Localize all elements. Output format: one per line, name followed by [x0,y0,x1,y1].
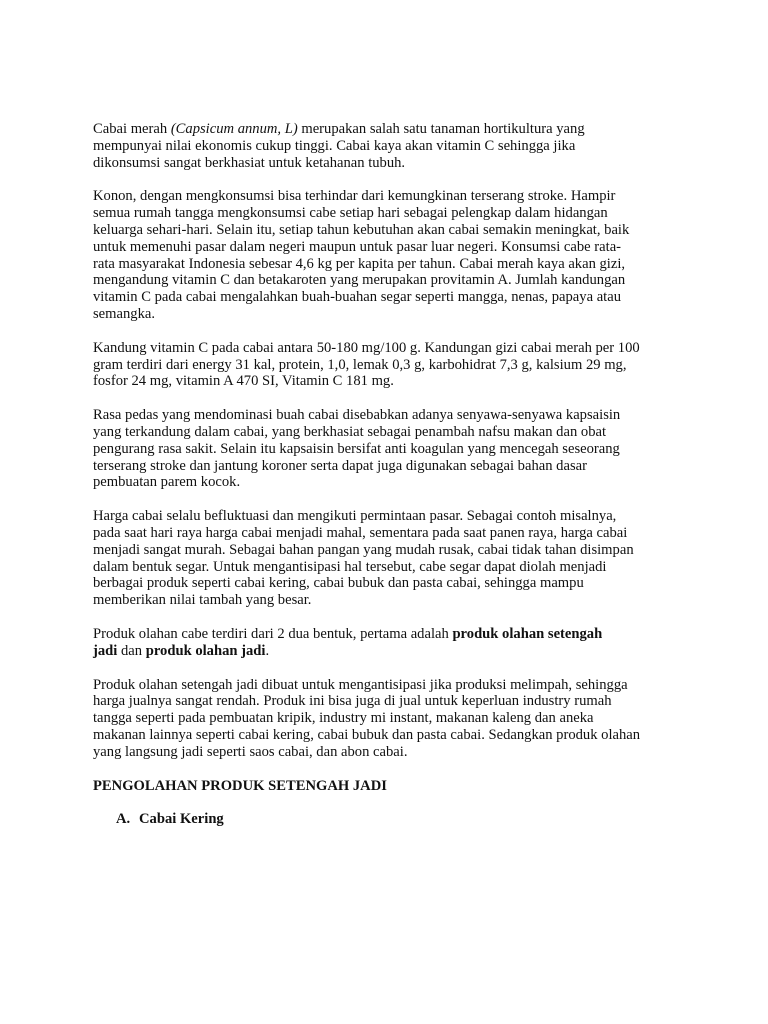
bold-term: produk olahan setengah [452,625,603,642]
text-line: vitamin C pada cabai mengalahkan buah-buahan segar seperti mangga, nenas, papaya atau [93,289,621,306]
subsection-title: Cabai Kering [139,811,224,828]
text-line: tangga seperti pada pembuatan kripik, industry mi instant, makanan kaleng dan aneka [93,710,594,727]
text-line: Konon, dengan mengkonsumsi bisa terhindar dari kemungkinan terserang stroke. Hampir [93,188,616,205]
text-line: dikonsumsi sangat berkhasiat untuk ketahanan tubuh. [93,154,406,171]
document-page [93,121,693,828]
text-run: merupakan salah satu tanaman hortikultura yang [297,121,585,137]
list-marker: A. [116,811,131,828]
text-line: mempunyai nilai ekonomis cukup tinggi. Cabai kaya akan vitamin C sehingga jika [93,137,576,154]
text-line: pembuatan parem kocok. [93,474,241,491]
text-line: makanan lainnya seperti cabai kering, cabai bubuk dan pasta cabai. Sedangkan produk olahan [93,726,641,743]
text-line: berbagai produk seperti cabai kering, cabai bubuk dan pasta cabai, sehingga mampu [93,575,584,592]
text-line [93,121,693,138]
text-line: dalam bentuk segar. Untuk mengantisipasi hal tersebut, cabe segar dapat diolah menjadi [93,558,607,575]
scientific-name: (Capsicum annum, L) [170,121,298,137]
text-line: yang terkandung dalam cabai, yang berkhasiat sebagai penambah nafsu makan dan obat [93,423,607,440]
text-line: Kandung vitamin C pada cabai antara 50-180 mg/100 g. Kandungan gizi cabai merah per 100 [93,339,640,356]
text-line: untuk memenuhi pasar dalam negeri maupun untuk pasar luar negeri. Konsumsi cabe rata- [93,238,622,255]
bold-term: produk olahan jadi [145,642,266,659]
paragraph-harga [93,508,693,609]
paragraph-produk-olahan [93,626,693,660]
text-run: Produk olahan cabe terdiri dari 2 dua bentuk, pertama adalah [93,625,453,642]
text-line: terserang stroke dan jantung koroner serta dapat juga digunakan sebagai bahan dasar [93,457,587,474]
text-line: keluarga sehari-hari. Selain itu, setiap tahun kebutuhan akan cabai semakin meningkat, baik [93,221,630,238]
text-line: yang langsung jadi seperti saos cabai, dan abon cabai. [93,743,408,760]
subsection-heading [93,811,693,828]
text-line: semangka. [93,305,156,322]
text-line [93,643,693,660]
text-run: dan [117,642,146,659]
paragraph-kapsaisin [93,407,693,491]
section-heading: PENGOLAHAN PRODUK SETENGAH JADI [93,777,387,794]
text-line: semua rumah tangga mengkonsumsi cabe setiap hari sebagai pelengkap dalam hidangan [93,205,608,222]
paragraph-vitamin [93,340,693,390]
text-line: mengandung vitamin C dan betakaroten yang merupakan provitamin A. Jumlah kandungan [93,272,626,289]
paragraph-stroke [93,188,693,322]
paragraph-intro [93,121,693,171]
text-line: gram terdiri dari energy 31 kal, protein, 1,0, lemak 0,3 g, karbohidrat 7,3 g, kalsium 29 mg, [93,356,627,373]
text-line: fosfor 24 mg, vitamin A 470 SI, Vitamin C 181 mg. [93,373,394,390]
text-line [93,626,693,643]
text-run: Cabai merah [93,121,171,137]
text-line: Rasa pedas yang mendominasi buah cabai disebabkan adanya senyawa-senyawa kapsaisin [93,407,621,424]
text-line: pengurang rasa sakit. Selain itu kapsaisin bersifat anti koagulan yang mencegah seseorang [93,440,620,457]
text-run: . [265,642,270,659]
text-line: Produk olahan setengah jadi dibuat untuk mengantisipasi jika produksi melimpah, sehingga [93,676,628,693]
text-line: harga jualnya sangat rendah. Produk ini bisa juga di jual untuk keperluan industry rumah [93,693,612,710]
text-line: rata masyarakat Indonesia sebesar 4,6 kg per kapita per tahun. Cabai merah kaya akan gizi, [93,255,626,272]
text-line: Harga cabai selalu befluktuasi dan mengikuti permintaan pasar. Sebagai contoh misalnya, [93,508,617,525]
text-line: memberikan nilai tambah yang besar. [93,592,312,609]
text-line: menjadi sangat murah. Sebagai bahan pangan yang mudah rusak, cabai tidak tahan disimpan [93,541,634,558]
bold-term: jadi [93,642,118,659]
text-line: pada saat hari raya harga cabai menjadi mahal, sementara pada saat panen raya, harga cabai [93,524,628,541]
paragraph-setengah-jadi [93,677,693,761]
